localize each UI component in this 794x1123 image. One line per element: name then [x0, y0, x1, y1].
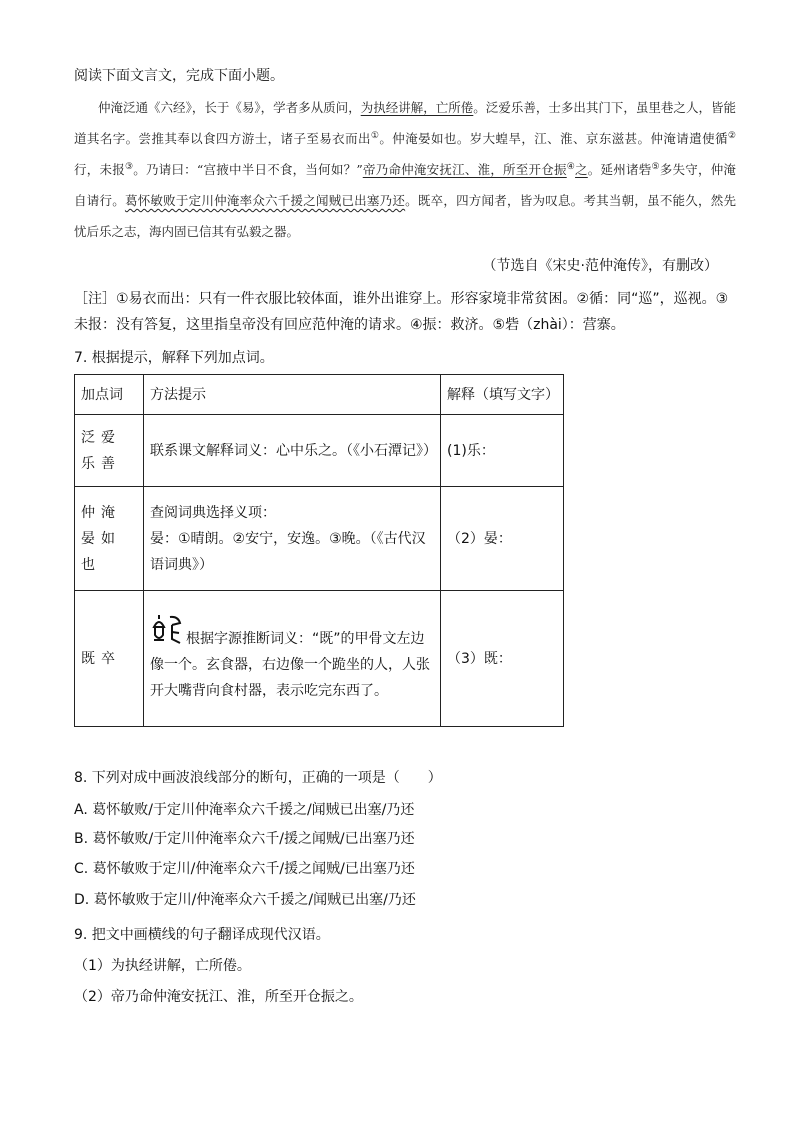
passage-text: 。延州诸砦 [587, 162, 652, 177]
footnote-ref-2: ② [727, 130, 736, 141]
option-b[interactable]: B. 葛怀敏败/于定川仲淹率众六千/援之闻贼/已出塞乃还 [74, 831, 415, 847]
intro-instruction: 阅读下面文言文，完成下面小题。 [74, 68, 284, 84]
word-cell: 既卒 [75, 591, 144, 727]
underlined-sentence-2-end: 之 [575, 162, 588, 177]
question-7-prompt: 7. 根据提示，解释下列加点词。 [74, 350, 274, 366]
passage-text: 。仲淹晏如也。岁大蝗旱，江、淮、京东滋甚。仲淹请遣使循 [379, 131, 728, 146]
word-cell: 泛爱乐善 [75, 415, 144, 487]
table-row [75, 591, 564, 727]
option-c[interactable]: C. 葛怀敏败于定川/仲淹率众六千/援之闻贼/已出塞乃还 [74, 861, 415, 877]
answer-cell[interactable]: （3）既： [441, 591, 564, 727]
footnotes: ［注］①易衣而出：只有一件衣服比较体面，谁外出谁穿上。形容家境非常贫困。②循：同“巡”，巡视。③未报：没有答复，这里指皇帝没有回应范仲淹的请求。④振：救济。⑤砦（zhài）：营寨。 [74, 291, 729, 333]
hint-body: 晏：①晴朗。②安宁，安逸。③晚。（《古代汉语词典》） [150, 530, 426, 573]
hint-cell: 联系课文解释词义：心中乐之。（《小石潭记》） [144, 415, 441, 487]
header-cell: 解释（填写文字） [441, 375, 564, 415]
underlined-sentence-2: 帝乃命仲淹安抚江、淮，所至开仓振 [362, 162, 567, 177]
passage-text: 行，未报 [74, 162, 125, 177]
passage-source: （节选自《宋史·范仲淹传》，有删改） [482, 258, 718, 274]
hint-body: 根据字源推断词义：“既”的甲骨文左边像一个。玄食器，右边像一个跪坐的人，人张开大嘴背向食村器，表示吃完东西了。 [150, 631, 430, 699]
answer-cell[interactable]: （2）晏： [441, 487, 564, 591]
footnote-ref-3: ③ [124, 161, 134, 172]
passage-text: 多失守，仲淹自请行。 [74, 162, 736, 208]
question-9-prompt: 9. 把文中画横线的句子翻译成现代汉语。 [74, 927, 330, 943]
table-row [75, 415, 564, 487]
footnote-ref-1: ① [370, 130, 380, 141]
question-7-table [74, 374, 564, 727]
hint-cell [144, 591, 441, 727]
option-d[interactable]: D. 葛怀敏败于定川/仲淹率众六千援之/闻贼已出塞/乃还 [74, 892, 416, 908]
word-cell: 仲淹晏如也 [75, 487, 144, 591]
hint-cell [144, 487, 441, 591]
passage-text: 仲淹泛通《六经》，长于《易》，学者多从质问， [98, 100, 361, 115]
passage-text: 。既卒，四方闻者，皆为叹息。考其当朝，虽不能久，然先忧后乐之志，海内固已信其有弘毅之器。 [74, 193, 736, 239]
footnote-ref-4: ④ [566, 161, 576, 172]
table-header-row [75, 375, 564, 415]
hint-title: 查阅词典选择义项： [150, 504, 276, 521]
oracle-bone-ji-character-icon [150, 613, 184, 647]
passage-text: 。乃请曰：“宫掖中半日不食，当何如？” [133, 162, 363, 177]
header-cell: 方法提示 [144, 375, 441, 415]
question-9-item-2: （2）帝乃命仲淹安抚江、淮，所至开仓振之。 [74, 989, 363, 1005]
table-row [75, 487, 564, 591]
passage-text: 。泛爱乐善，士多出其门下，虽里巷之人，皆能道其名字。尝推其奉以食四方游士，诸子至易衣而出 [74, 100, 736, 146]
question-9-item-1: （1）为执经讲解，亡所倦。 [74, 958, 251, 974]
answer-cell[interactable]: (1)乐： [441, 415, 564, 487]
footnote-ref-5: ⑤ [651, 161, 660, 172]
underlined-sentence-1: 为执经讲解，亡所倦 [360, 100, 474, 115]
header-cell: 加点词 [75, 375, 144, 415]
wavy-underlined-sentence: 葛怀敏败于定川仲淹率众六千援之闻贼已出塞乃还 [124, 193, 406, 208]
option-a[interactable]: A. 葛怀敏败/于定川仲淹率众六千援之/闻贼已出塞/乃还 [74, 802, 415, 818]
question-8-prompt: 8. 下列对成中画波浪线部分的断句，正确的一项是（ ） [74, 770, 442, 786]
classical-passage [74, 92, 736, 247]
